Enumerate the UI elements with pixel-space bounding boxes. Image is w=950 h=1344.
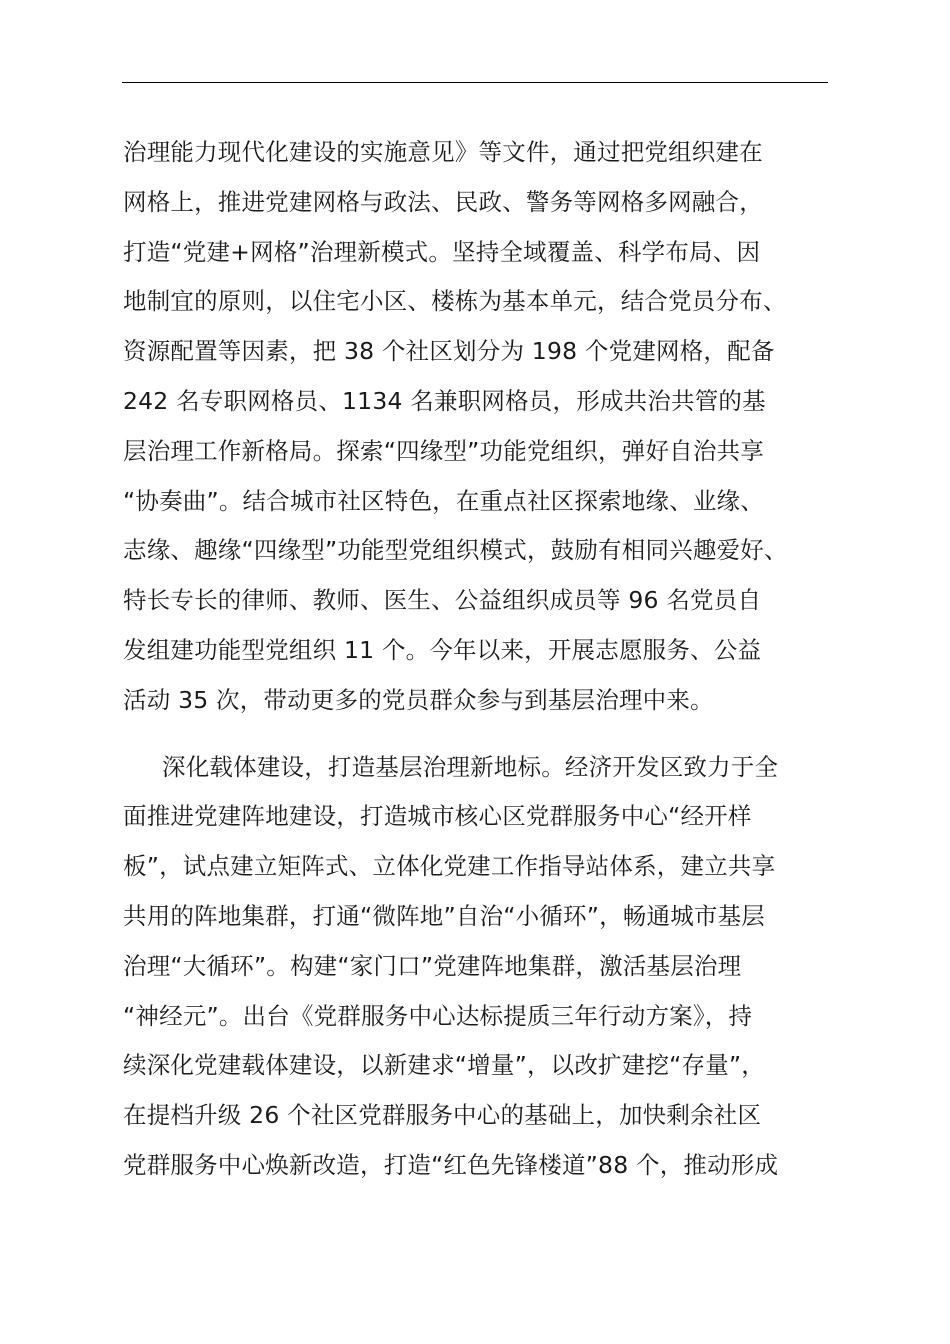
text-line: 治理“大循环”。构建“家门口”党建阵地集群，激活基层治理 bbox=[123, 951, 742, 980]
paragraph-1 bbox=[123, 128, 843, 726]
text-line: 地制宜的原则，以住宅小区、楼栋为基本单元，结合党员分布、 bbox=[123, 287, 787, 316]
text-line: 在提档升级 26 个社区党群服务中心的基础上，加快剩余社区 bbox=[123, 1101, 762, 1130]
text-line: 网格上，推进党建网格与政法、民政、警务等网格多网融合， bbox=[123, 187, 763, 216]
text-line: 面推进党建阵地建设，打造城市核心区党群服务中心“经开样 bbox=[123, 802, 752, 831]
paragraph-spacer bbox=[123, 726, 843, 743]
text-line: 板”，试点建立矩阵式、立体化党建工作指导站体系，建立共享 bbox=[123, 852, 776, 881]
document-body bbox=[123, 128, 843, 1191]
text-line: 特长专长的律师、教师、医生、公益组织成员等 96 名党员自 bbox=[123, 586, 762, 615]
text-line: “神经元”。出台《党群服务中心达标提质三年行动方案》，持 bbox=[123, 1001, 753, 1030]
text-line: 志缘、趣缘“四缘型”功能型党组织模式，鼓励有相同兴趣爱好、 bbox=[123, 536, 788, 565]
text-line: 层治理工作新格局。探索“四缘型”功能党组织，弹好自治共享 bbox=[123, 436, 764, 465]
text-line: 打造“党建+网格”治理新模式。坚持全域覆盖、科学布局、因 bbox=[123, 237, 761, 266]
text-line: 深化载体建设，打造基层治理新地标。经济开发区致力于全 bbox=[162, 752, 779, 781]
text-line: 资源配置等因素，把 38 个社区划分为 198 个党建网格，配备 bbox=[123, 337, 775, 366]
text-line: 242 名专职网格员、1134 名兼职网格员，形成共治共管的基 bbox=[123, 386, 766, 415]
text-line: 共用的阵地集群，打通“微阵地”自治“小循环”，畅通城市基层 bbox=[123, 901, 765, 930]
text-line: 续深化党建载体建设，以新建求“增量”，以改扩建挖“存量”， bbox=[123, 1051, 765, 1080]
text-line: 党群服务中心焕新改造，打造“红色先锋楼道”88 个，推动形成 bbox=[123, 1150, 779, 1179]
header-rule bbox=[122, 82, 828, 83]
paragraph-2 bbox=[123, 743, 843, 1191]
text-line: 活动 35 次，带动更多的党员群众参与到基层治理中来。 bbox=[123, 685, 714, 714]
text-line: 发组建功能型党组织 11 个。今年以来，开展志愿服务、公益 bbox=[123, 635, 762, 664]
text-line: 治理能力现代化建设的实施意见》等文件，通过把党组织建在 bbox=[123, 138, 763, 166]
text-line: “协奏曲”。结合城市社区特色，在重点社区探索地缘、业缘、 bbox=[123, 486, 764, 515]
